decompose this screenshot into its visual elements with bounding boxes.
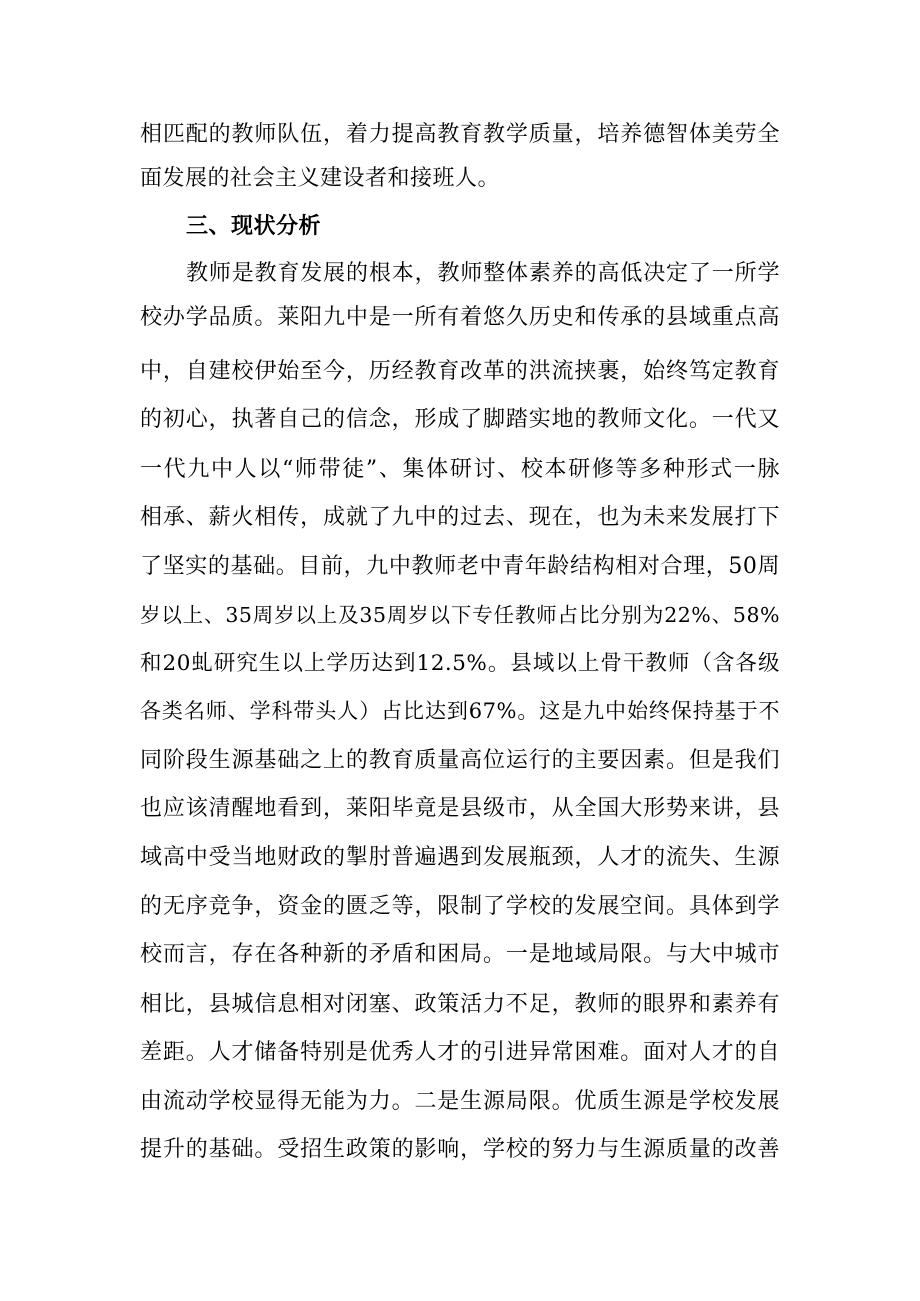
text-line: 相比，县城信息相对闭塞、政策活力不足，教师的眼界和素养有: [140, 992, 780, 1017]
text-line: 相匹配的教师队伍，着力提高教育教学质量，培养德智体美劳全: [140, 122, 780, 147]
text-line: 由流动学校显得无能为力。二是生源局限。优质生源是学校发展: [140, 1089, 780, 1114]
text-line: 一代九中人以“师带徒”、集体研讨、校本研修等多种形式一脉: [140, 457, 780, 482]
text-line: 相承、薪火相传，成就了九中的过去、现在，也为未来发展打下: [140, 505, 780, 530]
text-line: 同阶段生源基础之上的教育质量高位运行的主要因素。但是我们: [140, 748, 780, 773]
text-line: 校办学品质。莱阳九中是一所有着悠久历史和传承的县域重点高: [140, 305, 780, 330]
text-line: 的无序竞争，资金的匮乏等，限制了学校的发展空间。具体到学: [140, 894, 780, 919]
text-line: 岁以上、35周岁以上及35周岁以下专任教师占比分别为22%、58%: [140, 603, 780, 627]
text-line: 提升的基础。受招生政策的影响，学校的努力与生源质量的改善: [140, 1137, 780, 1162]
text-line: 中，自建校伊始至今，历经教育改革的洪流挟裹，始终笃定教育: [140, 359, 780, 384]
text-line: 面发展的社会主义建设者和接班人。: [140, 166, 501, 191]
text-line: 各类名师、学科带头人）占比达到67%。这是九中始终保持基于不: [140, 699, 780, 723]
text-line: 和20虬研究生以上学历达到12.5%。县域以上骨干教师（含各级: [140, 651, 780, 676]
text-line: 教师是教育发展的根本，教师整体素养的高低决定了一所学: [186, 261, 780, 286]
text-line: 也应该清醒地看到，莱阳毕竟是县级市，从全国大形势来讲，县: [140, 796, 780, 821]
text-line: 域高中受当地财政的掣肘普遍遇到发展瓶颈，人才的流失、生源: [140, 845, 780, 870]
section-heading: 三、现状分析: [186, 214, 322, 239]
text-line: 了坚实的基础。目前，九中教师老中青年龄结构相对合理，50周: [140, 554, 780, 579]
text-line: 校而言，存在各种新的矛盾和困局。一是地域局限。与大中城市: [140, 942, 780, 967]
text-line: 差距。人才储备特别是优秀人才的引进异常困难。面对人才的自: [140, 1040, 780, 1065]
text-line: 的初心，执著自己的信念，形成了脚踏实地的教师文化。一代又: [140, 407, 780, 432]
